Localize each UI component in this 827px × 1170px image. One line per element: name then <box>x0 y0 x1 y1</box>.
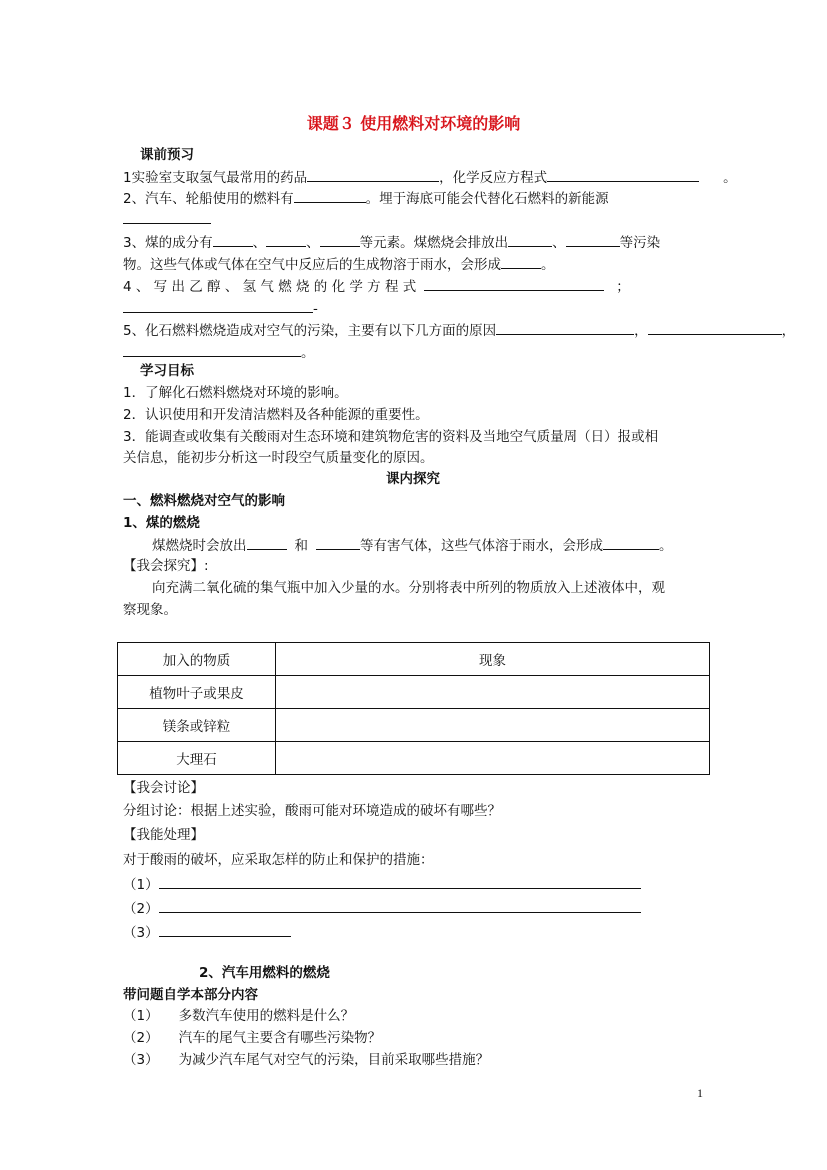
q5-text-end: 。 <box>301 345 315 361</box>
q3-text-d: 物。这些气体或气体在空气中反应后的生成物溶于雨水，会形成 <box>123 257 501 273</box>
inquiry-text: 向充满二氧化硫的集气瓶中加入少量的水。分别将表中所列的物质放入上述液体中，观 <box>152 580 665 596</box>
measure-3-number: （3） <box>123 925 159 941</box>
measure-2-blank[interactable] <box>159 898 641 913</box>
measure-2-number: （2） <box>123 901 159 917</box>
q4-text-c: - <box>313 301 318 317</box>
q1-blank-reagent[interactable] <box>307 167 439 182</box>
q3-blank-gas-1[interactable] <box>508 232 552 247</box>
handle-label: 【我能处理】 <box>123 827 204 843</box>
preview-question-2 <box>123 188 609 209</box>
preview-question-3-cont <box>123 254 555 275</box>
q3-blank-gas-2[interactable] <box>566 232 620 247</box>
q3-text-a: 3、煤的成分有 <box>123 235 213 251</box>
page-title: 课题３ 使用燃料对环境的影响 <box>306 114 521 133</box>
q1-text-c: 。 <box>723 170 737 186</box>
q5-separator-2: ， <box>781 323 796 339</box>
table-row <box>118 742 710 775</box>
study-q2-number: （2） <box>123 1030 159 1046</box>
coal-blank-gas-2[interactable] <box>316 535 360 550</box>
q2-blank-new-energy[interactable] <box>123 209 211 224</box>
q3-blank-element-2[interactable] <box>266 232 306 247</box>
table-header-substance: 加入的物质 <box>118 643 276 676</box>
measure-1-blank[interactable] <box>159 874 641 889</box>
goal-2: 2．认识使用和开发清洁燃料及各种能源的重要性。 <box>123 407 429 423</box>
q3-text-b: 等元素。煤燃烧会排放出 <box>359 235 509 251</box>
section-1-title: 一、燃料燃烧对空气的影响 <box>123 493 285 509</box>
q2-blank-fuel[interactable] <box>294 188 366 203</box>
coal-blank-acid-rain[interactable] <box>603 535 659 550</box>
preview-question-4-cont <box>123 298 318 319</box>
preview-question-3 <box>123 232 660 253</box>
measure-3 <box>123 922 291 943</box>
preview-question-5 <box>123 320 795 341</box>
q3-separator-3: 、 <box>552 235 566 251</box>
table-header-row <box>118 643 710 676</box>
observation-table <box>117 642 710 775</box>
q4-blank-ethanol-equation[interactable] <box>424 276 604 291</box>
table-cell-phenomenon[interactable] <box>276 742 710 775</box>
discuss-label: 【我会讨论】 <box>123 780 204 796</box>
q3-separator-1: 、 <box>252 235 267 251</box>
q1-text-b: ，化学反应方程式 <box>439 170 548 186</box>
preview-question-5-cont <box>123 342 315 363</box>
page-number: 1 <box>697 1086 703 1100</box>
discuss-text: 分组讨论：根据上述实验，酸雨可能对环境造成的破坏有哪些？ <box>123 803 501 819</box>
q2-text-a: 2、汽车、轮船使用的燃料有 <box>123 191 294 207</box>
study-question-2 <box>123 1028 381 1048</box>
preview-question-2-cont <box>123 209 211 230</box>
measure-2 <box>123 898 641 919</box>
study-q3-text: 为减少汽车尾气对空气的污染，目前采取哪些措施？ <box>178 1052 490 1068</box>
handle-text: 对于酸雨的破坏，应采取怎样的防止和保护的措施： <box>123 852 434 868</box>
coal-blank-gas-1[interactable] <box>247 535 287 550</box>
q3-blank-element-3[interactable] <box>320 232 360 247</box>
q2-text-b: 。埋于海底可能会代替化石燃料的新能源 <box>365 191 609 207</box>
table-row <box>118 676 710 709</box>
preview-heading: 课前预习 <box>140 147 194 163</box>
q4-text-a: 4 、 写 出 乙 醇 、 氢 气 燃 烧 的 化 学 方 程 式 <box>123 279 417 295</box>
q3-blank-element-1[interactable] <box>213 232 253 247</box>
coal-text-b: 和 <box>294 538 308 554</box>
study-question-1 <box>123 1006 354 1026</box>
q5-blank-reason-2[interactable] <box>648 320 782 335</box>
study-q2-text: 汽车的尾气主要含有哪些污染物？ <box>178 1030 382 1046</box>
study-q1-text: 多数汽车使用的燃料是什么？ <box>178 1008 355 1024</box>
goals-heading: 学习目标 <box>140 363 194 379</box>
subsection-coal-title: 1、煤的燃烧 <box>123 515 200 531</box>
measure-1-number: （1） <box>123 877 159 893</box>
q4-blank-hydrogen-equation[interactable] <box>123 298 313 313</box>
coal-text-a: 煤燃烧时会放出 <box>152 538 247 554</box>
measure-1 <box>123 874 641 895</box>
study-question-3 <box>123 1050 489 1070</box>
goal-3-cont: 关信息，能初步分析这一时段空气质量变化的原因。 <box>123 450 434 466</box>
q3-text-c: 等污染 <box>619 235 661 251</box>
table-row <box>118 709 710 742</box>
goal-1: 1．了解化石燃料燃烧对环境的影响。 <box>123 385 348 401</box>
q3-separator-2: 、 <box>306 235 320 251</box>
q4-text-b: ； <box>616 279 630 295</box>
q5-blank-reason-3[interactable] <box>123 342 301 357</box>
table-cell-substance: 植物叶子或果皮 <box>118 676 276 709</box>
measure-3-blank[interactable] <box>159 922 291 937</box>
q5-blank-reason-1[interactable] <box>496 320 634 335</box>
inquiry-label: 【我会探究】: <box>123 558 209 574</box>
q1-text-a: 1实验室支取氢气最常用的药品 <box>123 170 308 186</box>
table-cell-substance: 镁条或锌粒 <box>118 709 276 742</box>
q5-separator-1: ， <box>634 323 648 339</box>
inquiry-text-cont: 察现象。 <box>123 602 177 618</box>
explore-heading: 课内探究 <box>386 471 440 487</box>
study-q1-number: （1） <box>123 1008 159 1024</box>
table-cell-phenomenon[interactable] <box>276 676 710 709</box>
q1-blank-equation[interactable] <box>547 167 699 182</box>
coal-text-c: 等有害气体，这些气体溶于雨水，会形成 <box>360 538 603 554</box>
q3-text-e: 。 <box>541 257 555 273</box>
goal-3: 3．能调查或收集有关酸雨对生态环境和建筑物危害的资料及当地空气质量周（日）报或相 <box>123 429 659 445</box>
subsection-vehicle-title: 2、汽车用燃料的燃烧 <box>199 965 330 981</box>
coal-text-d: 。 <box>659 538 673 554</box>
q3-blank-acid-rain[interactable] <box>501 254 541 269</box>
preview-question-1 <box>123 167 737 188</box>
coal-combustion-text <box>152 535 673 556</box>
preview-question-4 <box>123 276 630 297</box>
table-cell-substance: 大理石 <box>118 742 276 775</box>
table-cell-phenomenon[interactable] <box>276 709 710 742</box>
study-q3-number: （3） <box>123 1052 159 1068</box>
self-study-heading: 带问题自学本部分内容 <box>123 987 258 1003</box>
q5-text-a: 5、化石燃料燃烧造成对空气的污染，主要有以下几方面的原因 <box>123 323 497 339</box>
table-header-phenomenon: 现象 <box>276 643 710 676</box>
